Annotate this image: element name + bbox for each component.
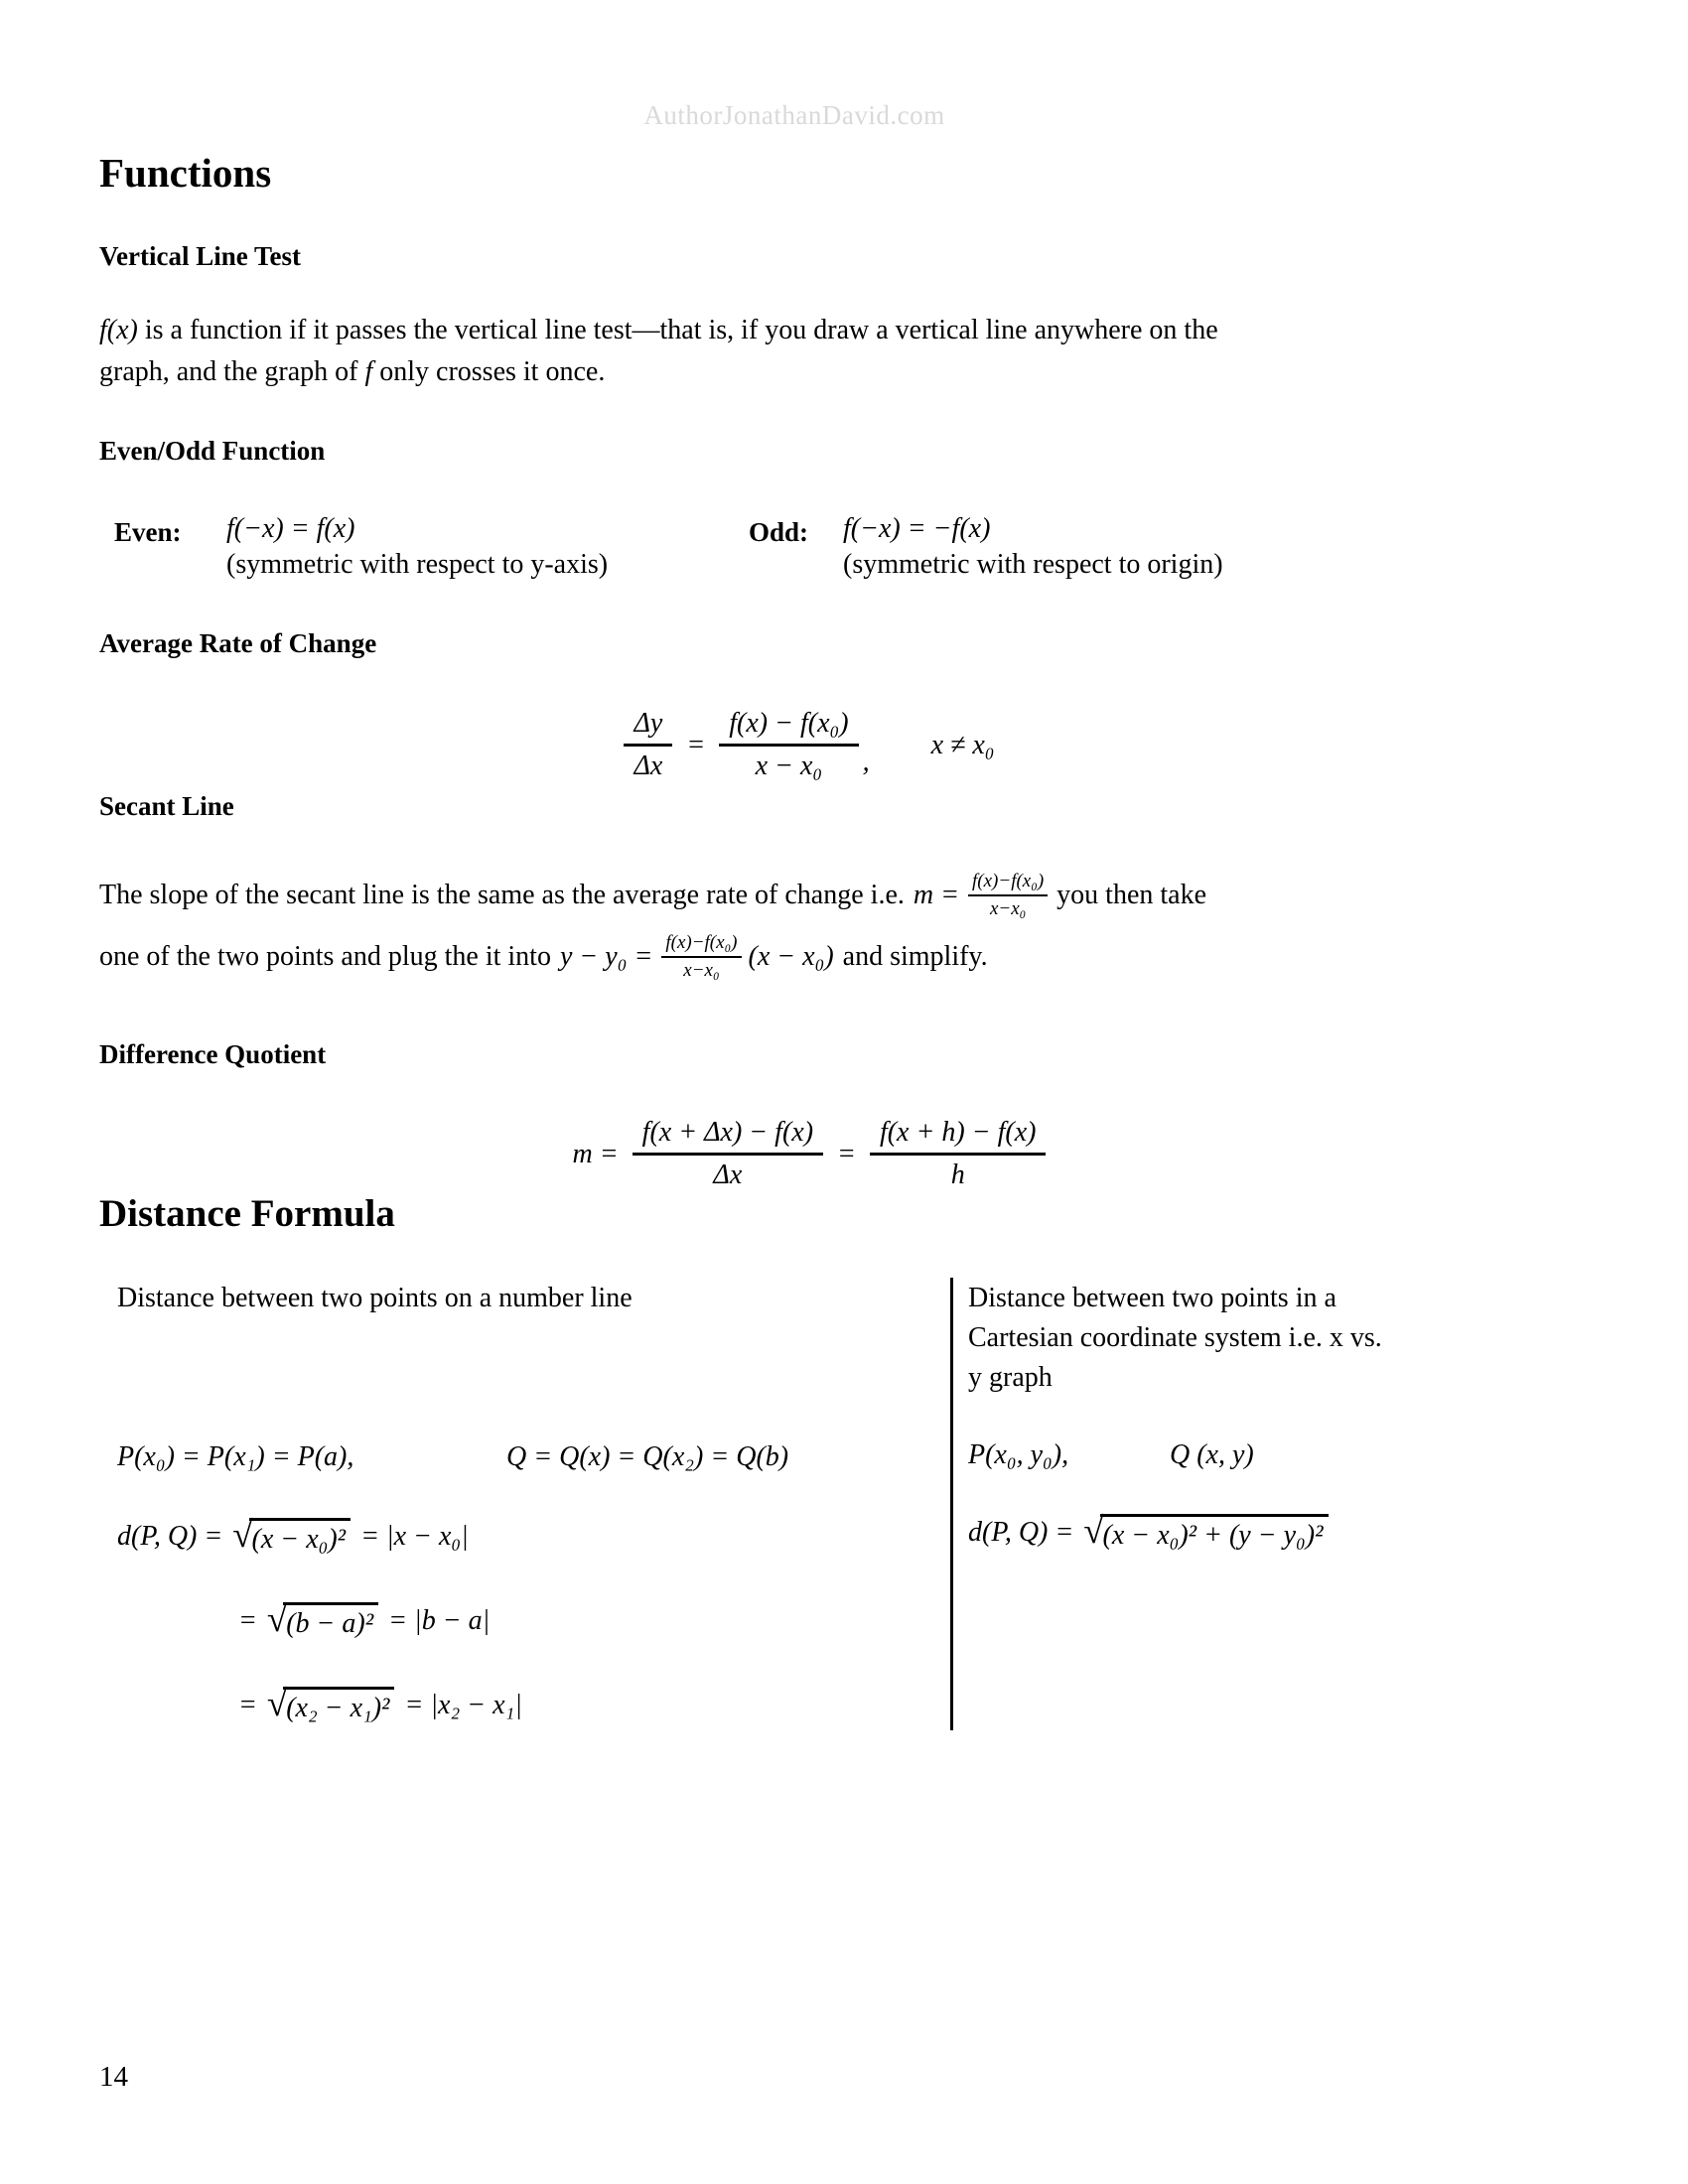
right-points-p: P(x₀, y₀),	[968, 1439, 1069, 1470]
even-note: (symmetric with respect to y-axis)	[226, 549, 609, 580]
arc-rhs-numerator: f(x) − f(x₀)	[719, 708, 858, 747]
even-formula: f(−x) = f(x)	[226, 513, 355, 544]
average-rate-of-change-formula	[99, 698, 1519, 792]
secant-frac1-numerator: f(x)−f(x₀)	[968, 871, 1048, 896]
dq-fraction-2	[870, 1117, 1047, 1191]
vlt-math-fx: f(x)	[99, 315, 138, 345]
section-title-functions: Functions	[99, 150, 272, 196]
left-row2-lead: =	[238, 1605, 257, 1636]
secant-text-line1: The slope of the secant line is the same as the average rate of change i.e.	[99, 880, 905, 910]
right-heading-line1: Distance between two points in a	[968, 1283, 1336, 1313]
vlt-text-line2-pre: graph, and the graph of	[99, 356, 365, 387]
radical-sign: √	[1083, 1509, 1104, 1551]
arc-rhs-denominator: x − x₀	[755, 751, 823, 781]
heading-difference-quotient: Difference Quotient	[99, 1039, 327, 1069]
vlt-text-line1: is a function if it passes the vertical line test—that is, if you draw a vertical line anywhere on the	[137, 315, 1218, 345]
right-points-q: Q (x, y)	[1170, 1439, 1254, 1470]
left-row3-radicand: (x₂ − x₁)²	[283, 1687, 394, 1724]
arc-equals: =	[686, 729, 706, 760]
secant-text-line1-tail: you then take	[1056, 880, 1207, 910]
secant-text-line2: one of the two points and plug the it into	[99, 941, 551, 972]
arc-comma: ,	[862, 747, 870, 777]
left-row2-sqrt	[266, 1597, 378, 1640]
left-row1-sqrt	[232, 1513, 351, 1556]
left-points-q: Q = Q(x) = Q(x₂) = Q(b)	[506, 1441, 789, 1472]
right-heading-line3: y graph	[968, 1362, 1053, 1393]
dq-fraction-1	[633, 1117, 823, 1191]
secant-inline-fraction-1	[968, 871, 1048, 920]
odd-note: (symmetric with respect to origin)	[843, 549, 1223, 580]
heading-average-rate-of-change: Average Rate of Change	[99, 628, 377, 658]
odd-formula: f(−x) = −f(x)	[843, 513, 991, 544]
secant-text-line2-tail: and simplify.	[842, 941, 988, 972]
even-label: Even:	[114, 517, 182, 547]
dq-frac2-numerator: f(x + h) − f(x)	[870, 1117, 1047, 1156]
vlt-paragraph-line2	[99, 351, 1549, 393]
right-heading-line2: Cartesian coordinate system i.e. x vs.	[968, 1322, 1382, 1353]
odd-label: Odd:	[749, 517, 809, 547]
left-row2-radicand: (b − a)²	[283, 1602, 378, 1640]
left-column-heading: Distance between two points on a number line	[117, 1283, 633, 1313]
secant-frac2-denominator: x−x₀	[683, 960, 720, 981]
vlt-paragraph-line1	[99, 310, 1549, 351]
secant-paragraph-line1	[99, 866, 1206, 925]
secant-math-m-equals: m =	[913, 880, 959, 910]
left-row1-lead: d(P, Q) =	[117, 1521, 223, 1552]
left-distance-row3	[238, 1680, 522, 1731]
heading-even-odd-function: Even/Odd Function	[99, 436, 326, 466]
left-row3-tail: = |x₂ − x₁|	[404, 1690, 522, 1720]
secant-math-y-y0: y − y₀ =	[559, 941, 653, 972]
vlt-math-f: f	[364, 356, 373, 387]
radical-sign: √	[232, 1513, 253, 1555]
left-points-p: P(x₀) = P(x₁) = P(a),	[117, 1441, 354, 1472]
dq-frac1-numerator: f(x + Δx) − f(x)	[633, 1117, 823, 1156]
dq-frac2-denominator: h	[950, 1160, 965, 1190]
secant-inline-fraction-2	[661, 932, 741, 982]
arc-rhs-fraction	[719, 708, 858, 782]
right-distance-row1	[968, 1507, 1329, 1559]
vlt-text-line2-post: only crosses it once.	[372, 356, 606, 387]
difference-quotient-formula	[99, 1107, 1519, 1201]
secant-frac2-numerator: f(x)−f(x₀)	[661, 932, 741, 958]
left-row1-radicand: (x − x₀)²	[249, 1518, 352, 1556]
arc-lhs-fraction	[624, 708, 672, 782]
left-row3-sqrt	[266, 1682, 395, 1724]
left-distance-row2	[238, 1595, 490, 1647]
column-divider-line	[950, 1278, 953, 1730]
dq-lead: m =	[572, 1138, 619, 1169]
right-row1-sqrt	[1083, 1509, 1328, 1552]
radical-sign: √	[266, 1597, 288, 1639]
page-number: 14	[99, 2061, 128, 2093]
left-row1-tail: = |x − x₀|	[360, 1521, 469, 1552]
right-row1-lead: d(P, Q) =	[968, 1517, 1074, 1548]
vertical-line-test-paragraph	[99, 310, 1549, 393]
secant-frac1-denominator: x−x₀	[989, 898, 1027, 919]
dq-frac1-denominator: Δx	[713, 1160, 743, 1190]
radical-sign: √	[266, 1682, 288, 1723]
left-distance-row1	[117, 1511, 469, 1563]
heading-vertical-line-test: Vertical Line Test	[99, 241, 302, 271]
right-row1-radicand: (x − x₀)² + (y − y₀)²	[1100, 1514, 1329, 1552]
dq-equals: =	[837, 1138, 856, 1169]
arc-condition: x ≠ x₀	[930, 729, 995, 760]
secant-paragraph-line2	[99, 927, 988, 987]
secant-math-x-x0: (x − x₀)	[748, 941, 834, 972]
arc-lhs-numerator: Δy	[624, 708, 672, 747]
left-row3-lead: =	[238, 1690, 257, 1720]
heading-secant-line: Secant Line	[99, 791, 234, 821]
left-row2-tail: = |b − a|	[388, 1605, 491, 1636]
section-title-distance-formula: Distance Formula	[99, 1192, 395, 1235]
watermark: AuthorJonathanDavid.com	[643, 100, 945, 130]
right-column-heading	[968, 1279, 1385, 1398]
arc-lhs-denominator: Δx	[633, 751, 663, 781]
